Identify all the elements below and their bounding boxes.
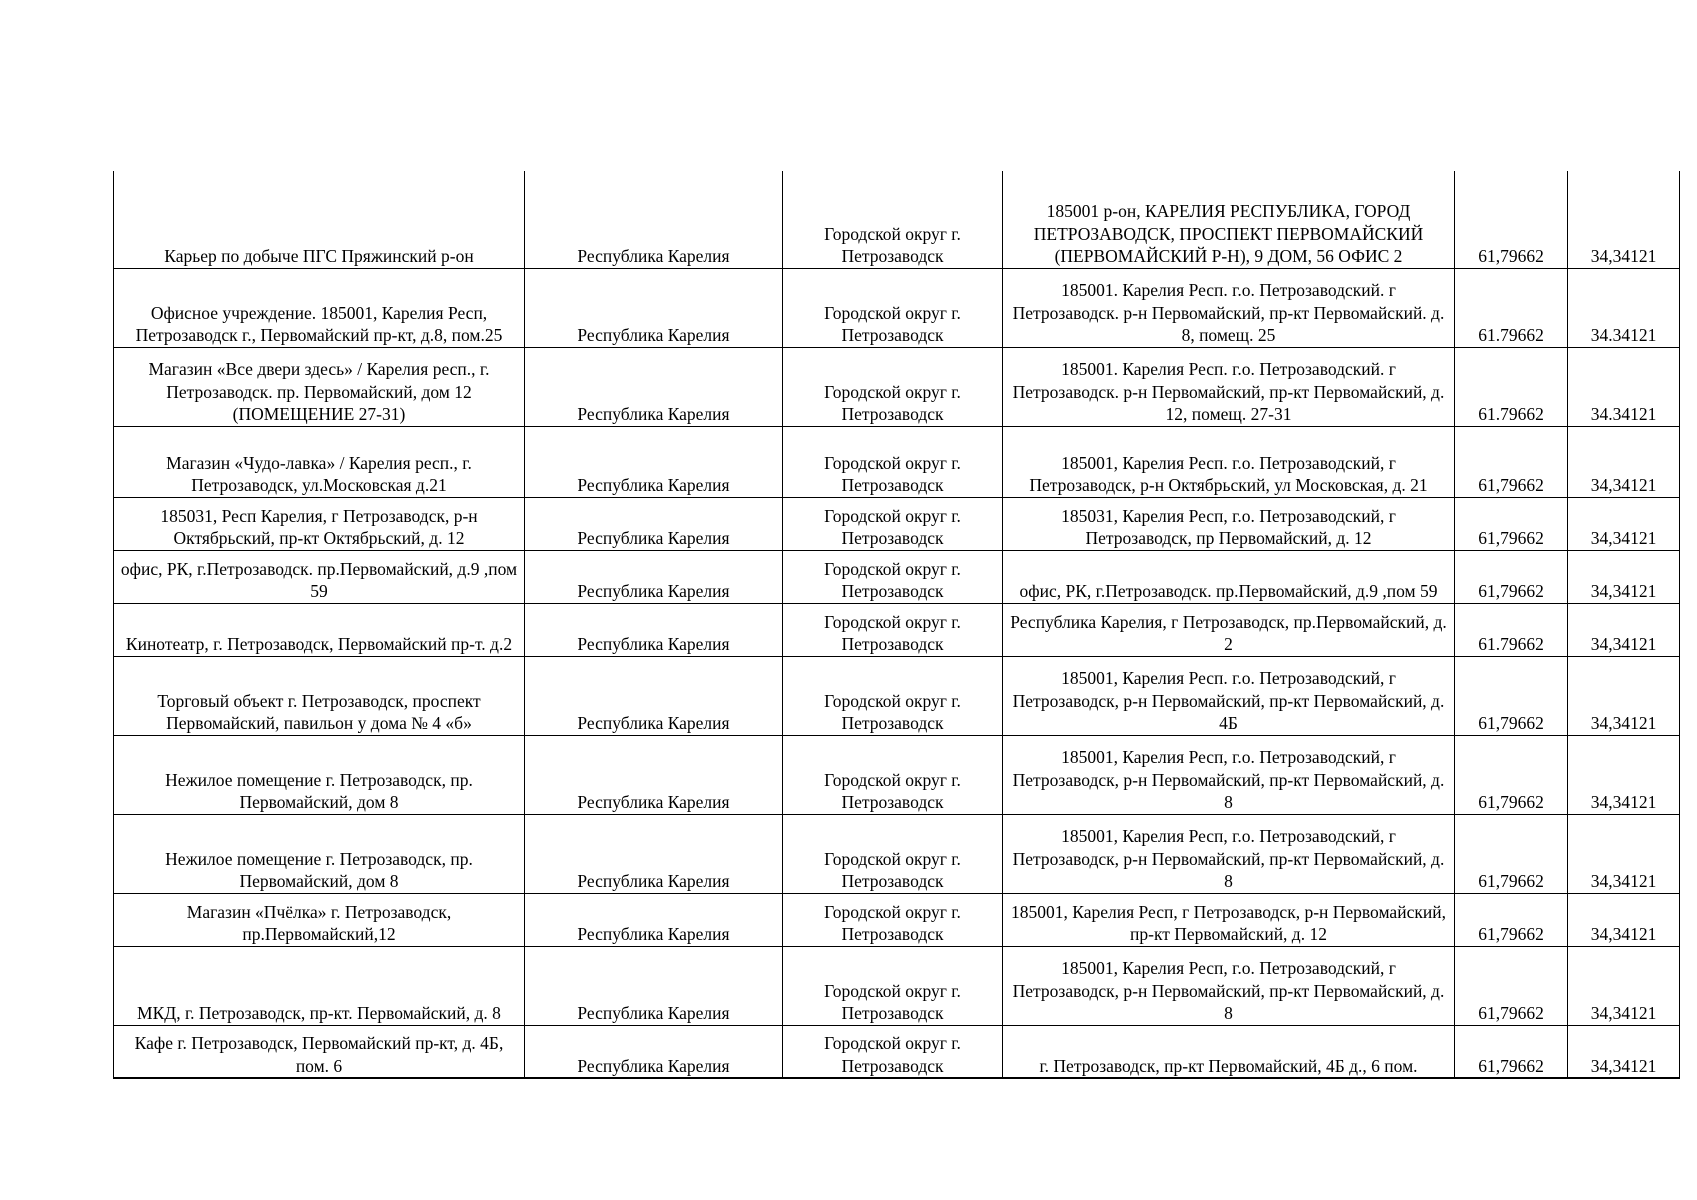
district-cell: Городской округ г. Петрозаводск <box>783 946 1003 1025</box>
district-cell: Городской округ г. Петрозаводск <box>783 814 1003 893</box>
objects-table <box>113 171 1680 1079</box>
longitude-cell: 34,34121 <box>1568 550 1680 603</box>
table-row <box>114 426 1680 497</box>
district-cell: Городской округ г. Петрозаводск <box>783 893 1003 946</box>
region-cell: Республика Карелия <box>525 426 783 497</box>
district-cell: Городской округ г. Петрозаводск <box>783 347 1003 426</box>
address-cell: 185001. Карелия Респ. г.о. Петрозаводский. г Петрозаводск. р-н Первомайский, пр-кт Первомайский. д. 8, помещ. 25 <box>1003 268 1455 347</box>
longitude-cell: 34,34121 <box>1568 171 1680 268</box>
object-name-cell: Торговый объект г. Петрозаводск, проспект Первомайский, павильон у дома № 4 «б» <box>114 656 525 735</box>
table-row <box>114 656 1680 735</box>
longitude-cell: 34,34121 <box>1568 497 1680 550</box>
latitude-cell: 61,79662 <box>1455 656 1568 735</box>
table-row <box>114 1025 1680 1078</box>
longitude-cell: 34.34121 <box>1568 347 1680 426</box>
latitude-cell: 61,79662 <box>1455 550 1568 603</box>
region-cell: Республика Карелия <box>525 347 783 426</box>
object-name-cell: офис, РК, г.Петрозаводск. пр.Первомайский, д.9 ,пом 59 <box>114 550 525 603</box>
latitude-cell: 61.79662 <box>1455 603 1568 656</box>
district-cell: Городской округ г. Петрозаводск <box>783 426 1003 497</box>
address-cell: 185001. Карелия Респ. г.о. Петрозаводский. г Петрозаводск. р-н Первомайский, пр-кт Первомайский, д. 12, помещ. 27-31 <box>1003 347 1455 426</box>
table-row <box>114 946 1680 1025</box>
address-cell: 185001, Карелия Респ, г.о. Петрозаводский, г Петрозаводск, р-н Первомайский, пр-кт Первомайский, д. 8 <box>1003 814 1455 893</box>
object-name-cell: МКД, г. Петрозаводск, пр-кт. Первомайский, д. 8 <box>114 946 525 1025</box>
table-row <box>114 814 1680 893</box>
latitude-cell: 61,79662 <box>1455 497 1568 550</box>
address-cell: 185001, Карелия Респ, г.о. Петрозаводский, г Петрозаводск, р-н Первомайский, пр-кт Первомайский, д. 8 <box>1003 735 1455 814</box>
longitude-cell: 34,34121 <box>1568 603 1680 656</box>
object-name-cell: Кинотеатр, г. Петрозаводск, Первомайский пр-т. д.2 <box>114 603 525 656</box>
latitude-cell: 61,79662 <box>1455 893 1568 946</box>
address-cell: 185001 р-он, КАРЕЛИЯ РЕСПУБЛИКА, ГОРОД ПЕТРОЗАВОДСК, ПРОСПЕКТ ПЕРВОМАЙСКИЙ (ПЕРВОМАЙСКИЙ Р-Н), 9 ДОМ, 56 ОФИС 2 <box>1003 171 1455 268</box>
address-cell: Республика Карелия, г Петрозаводск, пр.Первомайский, д. 2 <box>1003 603 1455 656</box>
longitude-cell: 34,34121 <box>1568 735 1680 814</box>
table-row <box>114 603 1680 656</box>
district-cell: Городской округ г. Петрозаводск <box>783 1025 1003 1078</box>
longitude-cell: 34.34121 <box>1568 268 1680 347</box>
district-cell: Городской округ г. Петрозаводск <box>783 497 1003 550</box>
object-name-cell: Нежилое помещение г. Петрозаводск, пр. Первомайский, дом 8 <box>114 735 525 814</box>
region-cell: Республика Карелия <box>525 656 783 735</box>
object-name-cell: Магазин «Пчёлка» г. Петрозаводск, пр.Первомайский,12 <box>114 893 525 946</box>
object-name-cell: Нежилое помещение г. Петрозаводск, пр. Первомайский, дом 8 <box>114 814 525 893</box>
region-cell: Республика Карелия <box>525 814 783 893</box>
address-cell: офис, РК, г.Петрозаводск. пр.Первомайский, д.9 ,пом 59 <box>1003 550 1455 603</box>
longitude-cell: 34,34121 <box>1568 814 1680 893</box>
region-cell: Республика Карелия <box>525 735 783 814</box>
table-row <box>114 497 1680 550</box>
region-cell: Республика Карелия <box>525 171 783 268</box>
latitude-cell: 61,79662 <box>1455 946 1568 1025</box>
document-page <box>113 171 1678 1079</box>
latitude-cell: 61,79662 <box>1455 735 1568 814</box>
latitude-cell: 61,79662 <box>1455 814 1568 893</box>
address-cell: 185001, Карелия Респ. г.о. Петрозаводский, г Петрозаводск, р-н Первомайский, пр-кт Первомайский, д. 4Б <box>1003 656 1455 735</box>
object-name-cell: Кафе г. Петрозаводск, Первомайский пр-кт, д. 4Б, пом. 6 <box>114 1025 525 1078</box>
region-cell: Республика Карелия <box>525 946 783 1025</box>
region-cell: Республика Карелия <box>525 603 783 656</box>
table-row <box>114 268 1680 347</box>
address-cell: г. Петрозаводск, пр-кт Первомайский, 4Б д., 6 пом. <box>1003 1025 1455 1078</box>
region-cell: Республика Карелия <box>525 268 783 347</box>
table-row <box>114 171 1680 268</box>
table-row <box>114 893 1680 946</box>
longitude-cell: 34,34121 <box>1568 946 1680 1025</box>
longitude-cell: 34,34121 <box>1568 893 1680 946</box>
address-cell: 185001, Карелия Респ. г.о. Петрозаводский, г Петрозаводск, р-н Октябрьский, ул Московская, д. 21 <box>1003 426 1455 497</box>
region-cell: Республика Карелия <box>525 1025 783 1078</box>
district-cell: Городской округ г. Петрозаводск <box>783 268 1003 347</box>
district-cell: Городской округ г. Петрозаводск <box>783 603 1003 656</box>
address-cell: 185001, Карелия Респ, г Петрозаводск, р-н Первомайский, пр-кт Первомайский, д. 12 <box>1003 893 1455 946</box>
object-name-cell: Магазин «Все двери здесь» / Карелия респ., г. Петрозаводск. пр. Первомайский, дом 12 (ПОМЕЩЕНИЕ 27-31) <box>114 347 525 426</box>
table-row <box>114 550 1680 603</box>
longitude-cell: 34,34121 <box>1568 426 1680 497</box>
longitude-cell: 34,34121 <box>1568 656 1680 735</box>
object-name-cell: Карьер по добыче ПГС Пряжинский р-он <box>114 171 525 268</box>
object-name-cell: Офисное учреждение. 185001, Карелия Респ, Петрозаводск г., Первомайский пр-кт, д.8, пом.25 <box>114 268 525 347</box>
table-row <box>114 347 1680 426</box>
district-cell: Городской округ г. Петрозаводск <box>783 550 1003 603</box>
latitude-cell: 61,79662 <box>1455 171 1568 268</box>
district-cell: Городской округ г. Петрозаводск <box>783 656 1003 735</box>
latitude-cell: 61.79662 <box>1455 268 1568 347</box>
object-name-cell: 185031, Респ Карелия, г Петрозаводск, р-н Октябрьский, пр-кт Октябрьский, д. 12 <box>114 497 525 550</box>
longitude-cell: 34,34121 <box>1568 1025 1680 1078</box>
latitude-cell: 61.79662 <box>1455 347 1568 426</box>
latitude-cell: 61,79662 <box>1455 426 1568 497</box>
table-row <box>114 735 1680 814</box>
district-cell: Городской округ г. Петрозаводск <box>783 171 1003 268</box>
latitude-cell: 61,79662 <box>1455 1025 1568 1078</box>
region-cell: Республика Карелия <box>525 893 783 946</box>
address-cell: 185031, Карелия Респ, г.о. Петрозаводский, г Петрозаводск, пр Первомайский, д. 12 <box>1003 497 1455 550</box>
district-cell: Городской округ г. Петрозаводск <box>783 735 1003 814</box>
region-cell: Республика Карелия <box>525 550 783 603</box>
address-cell: 185001, Карелия Респ, г.о. Петрозаводский, г Петрозаводск, р-н Первомайский, пр-кт Первомайский, д. 8 <box>1003 946 1455 1025</box>
region-cell: Республика Карелия <box>525 497 783 550</box>
object-name-cell: Магазин «Чудо-лавка» / Карелия респ., г. Петрозаводск, ул.Московская д.21 <box>114 426 525 497</box>
